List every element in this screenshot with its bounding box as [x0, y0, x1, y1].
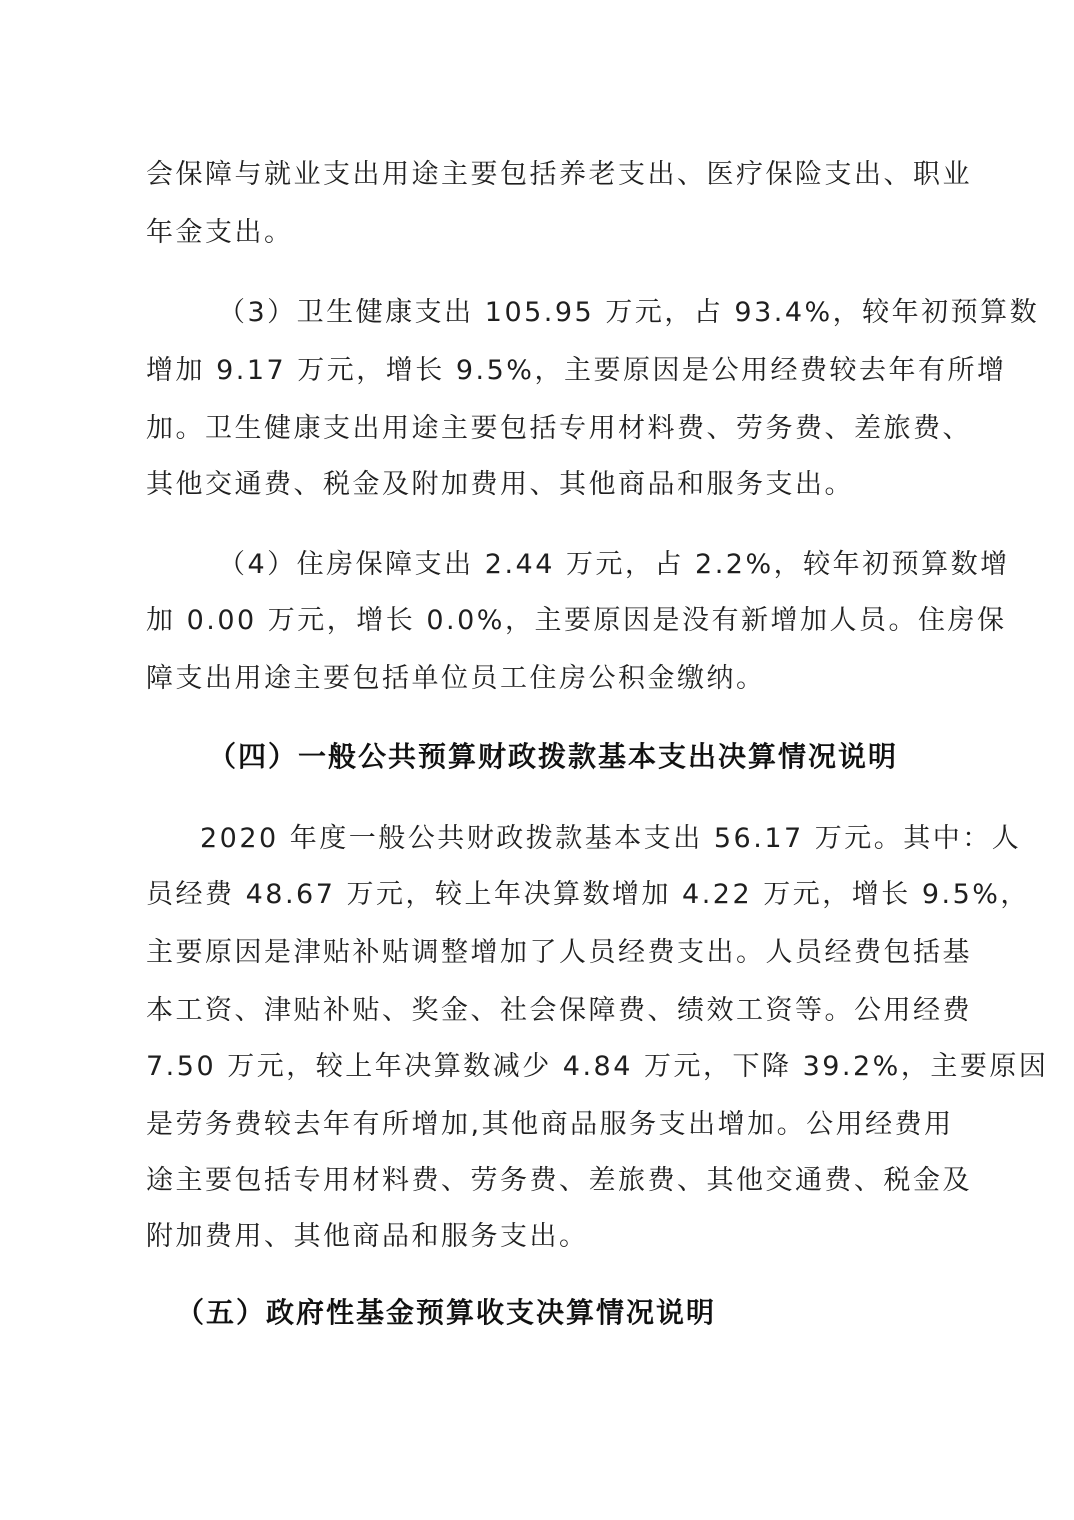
text-line: 加 0.00 万元，增长 0.0%，主要原因是没有新增加人员。住房保	[146, 605, 1007, 636]
text-line: 2020 年度一般公共财政拨款基本支出 56.17 万元。其中：人	[200, 823, 1022, 854]
text-line: 其他交通费、税金及附加费用、其他商品和服务支出。	[146, 469, 854, 500]
text-line: （4）住房保障支出 2.44 万元，占 2.2%，较年初预算数增	[218, 549, 1010, 580]
text-line: 7.50 万元，较上年决算数减少 4.84 万元，下降 39.2%，主要原因	[146, 1051, 1049, 1082]
text-line: 附加费用、其他商品和服务支出。	[146, 1221, 589, 1252]
text-line: 是劳务费较去年有所增加,其他商品服务支出增加。公用经费用	[146, 1109, 954, 1140]
section-heading-5: （五）政府性基金预算收支决算情况说明	[176, 1296, 717, 1329]
text-line: 主要原因是津贴补贴调整增加了人员经费支出。人员经费包括基	[146, 937, 972, 968]
text-line: 员经费 48.67 万元，较上年决算数增加 4.22 万元，增长 9.5%，	[146, 879, 1030, 910]
text-line: 障支出用途主要包括单位员工住房公积金缴纳。	[146, 663, 766, 694]
text-line: （3）卫生健康支出 105.95 万元，占 93.4%，较年初预算数	[218, 297, 1040, 328]
text-line: 加。卫生健康支出用途主要包括专用材料费、劳务费、差旅费、	[146, 413, 972, 444]
text-line: 本工资、津贴补贴、奖金、社会保障费、绩效工资等。公用经费	[146, 995, 972, 1026]
text-line: 年金支出。	[146, 217, 294, 248]
text-line: 增加 9.17 万元，增长 9.5%，主要原因是公用经费较去年有所增	[146, 355, 1007, 386]
section-heading-4: （四）一般公共预算财政拨款基本支出决算情况说明	[208, 740, 899, 773]
text-line: 途主要包括专用材料费、劳务费、差旅费、其他交通费、税金及	[146, 1165, 972, 1196]
text-line: 会保障与就业支出用途主要包括养老支出、医疗保险支出、职业	[146, 159, 972, 190]
